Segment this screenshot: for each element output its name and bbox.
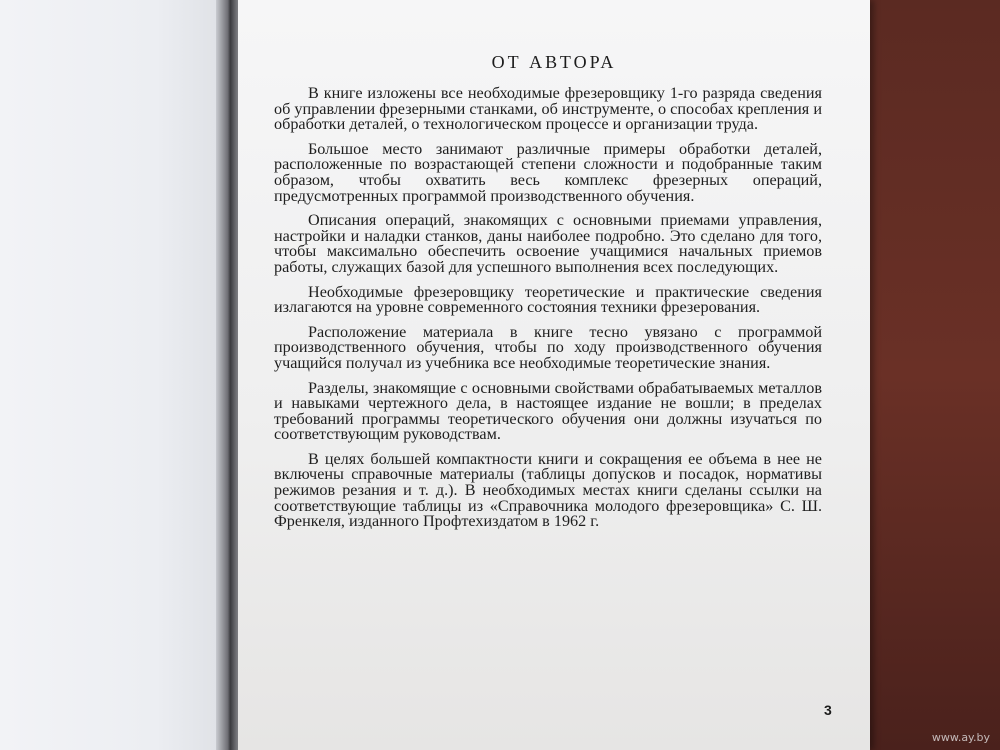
body-text bbox=[274, 86, 822, 539]
paragraph-3: Описания операций, знакомящих с основными приемами управления, настройки и наладки станков, даны наиболее подробно. Это сделано для того, чтобы максимально обеспечить освоение учащимися начальных приемов работы, служащих базой для успешного выполнения всех последующих. bbox=[274, 211, 822, 276]
paragraph-4: Необходимые фрезеровщику теоретические и практические сведения излагаются на уровне современного состояния техники фрезерования. bbox=[274, 282, 822, 317]
paragraph-1: В книге изложены все необходимые фрезеровщику 1-го разряда сведения об управлении фрезерными станками, об инструменте, о способах крепления и обработки деталей, о технологическом процессе и организации труда. bbox=[274, 84, 822, 134]
right-page bbox=[238, 0, 870, 750]
paragraph-6: Разделы, знакомящие с основными свойствами обрабатываемых металлов и навыками чертежного дела, в настоящее издание не вошли; в пределах требований программы теоретического обучения они должны изучаться по соответствующим руководствам. bbox=[274, 378, 822, 444]
table-surface bbox=[850, 0, 1000, 750]
paragraph-2: Большое место занимают различные примеры обработки деталей, расположенные по возрастающей степени сложности и подобранные таким образом, чтобы охватить весь комплекс фрезерных операций, предусмотренных программой производственного обучения. bbox=[274, 139, 822, 205]
paragraph-7: В целях большей компактности книги и сокращения ее объема в нее не включены справочные материалы (таблицы допусков и посадок, нормативы режимов резания и т. д.). В необходимых местах книги сделаны ссылки на соответствующие таблицы из «Справочника молодого фрезеровщика» С. Ш. Френкеля, изданного Профтехиздатом в 1962 г. bbox=[274, 449, 822, 531]
watermark: www.ay.by bbox=[931, 731, 990, 744]
left-page bbox=[0, 0, 222, 750]
page-title: ОТ АВТОРА bbox=[491, 52, 617, 72]
paragraph-5: Расположение материала в книге тесно увязано с программой производственного обучения, чтобы по ходу производственного обучения учащийся получал из учебника все необходимые теоретические знания. bbox=[274, 322, 822, 372]
page-number: 3 bbox=[824, 702, 832, 718]
